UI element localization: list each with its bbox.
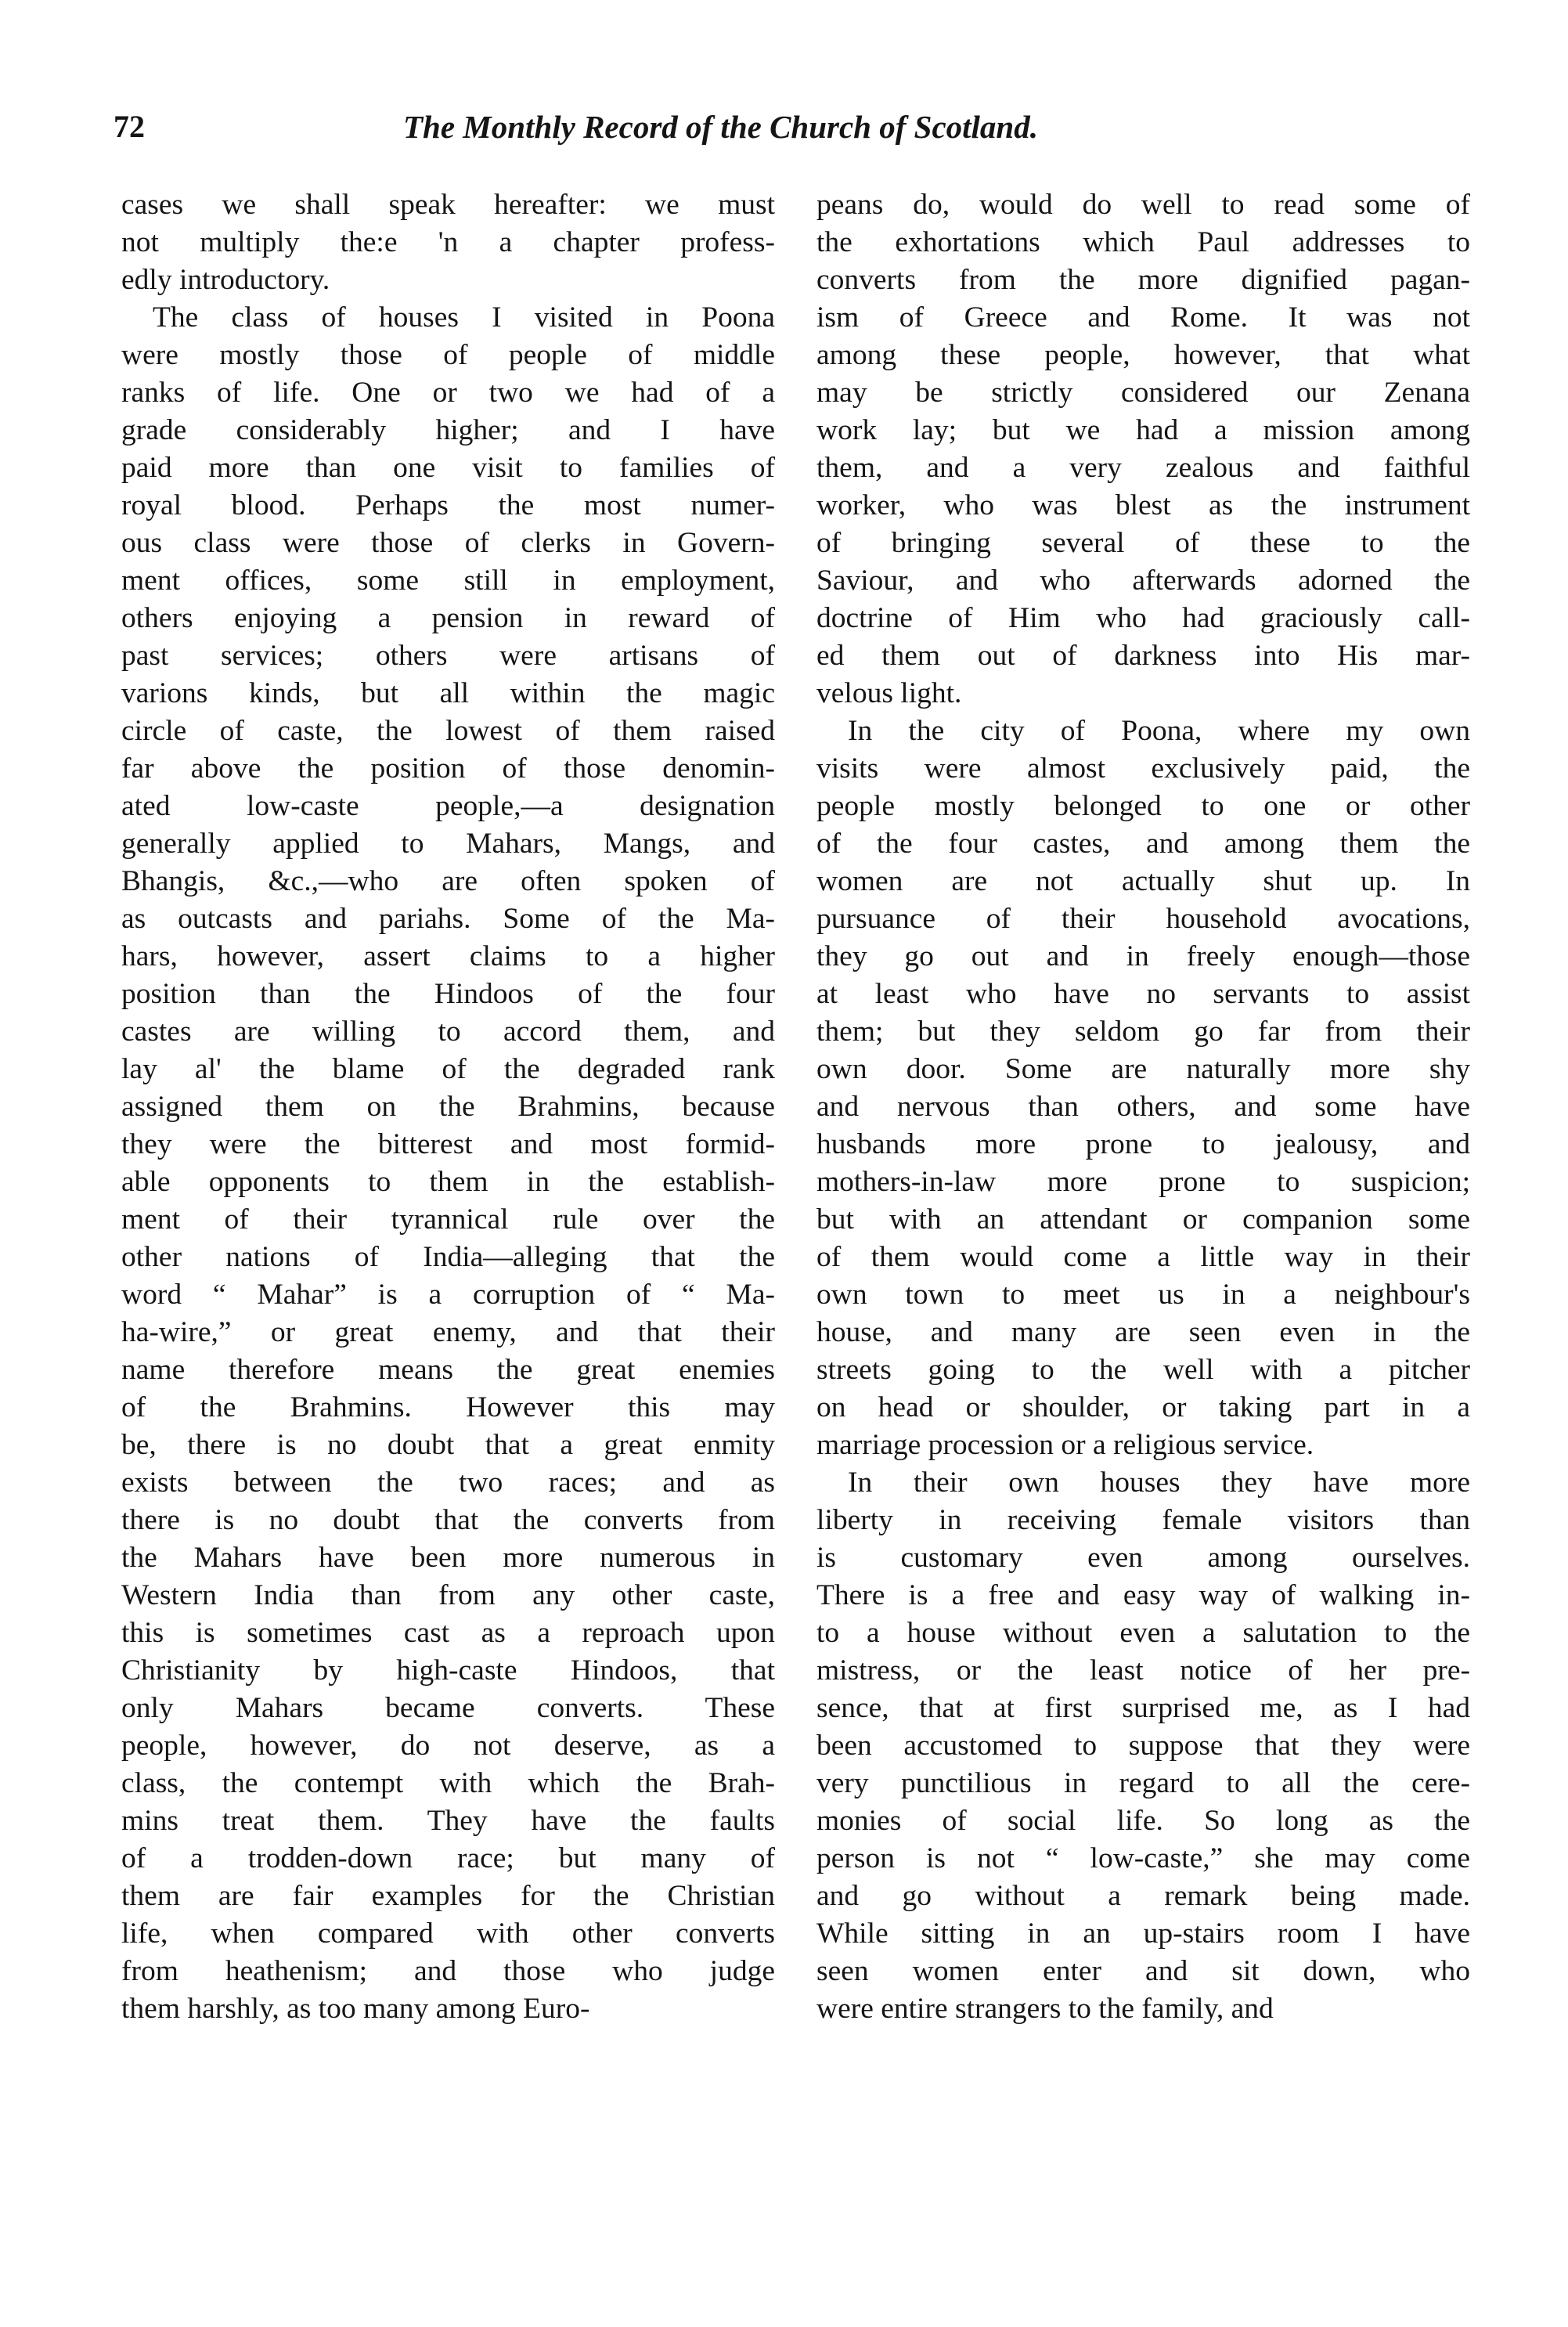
text-line: monies of social life. So long as the: [816, 1805, 1470, 1837]
text-line: paid more than one visit to families of: [121, 452, 775, 484]
text-line: worker, who was blest as the instrument: [816, 489, 1470, 521]
text-line: others enjoying a pension in reward of: [121, 602, 775, 634]
text-line: house, and many are seen even in the: [816, 1316, 1470, 1348]
text-line: doctrine of Him who had graciously call-: [816, 602, 1470, 634]
text-line: and nervous than others, and some have: [816, 1091, 1470, 1123]
text-line: to a house without even a salutation to the: [816, 1617, 1470, 1649]
text-line: exists between the two races; and as: [121, 1467, 775, 1499]
text-line: were entire strangers to the family, and: [816, 1993, 1274, 2025]
text-line: on head or shoulder, or taking part in a: [816, 1391, 1470, 1423]
text-line: position than the Hindoos of the four: [121, 978, 775, 1010]
text-line: of them would come a little way in their: [816, 1241, 1470, 1273]
text-line: of a trodden-down race; but many of: [121, 1842, 775, 1874]
text-line: castes are willing to accord them, and: [121, 1016, 775, 1048]
text-line: peans do, would do well to read some of: [816, 189, 1470, 221]
text-line: were mostly those of people of middle: [121, 339, 775, 371]
right-column: [816, 186, 1470, 2028]
text-line: as outcasts and pariahs. Some of the Ma-: [121, 903, 775, 935]
text-line: from heathenism; and those who judge: [121, 1955, 775, 1987]
text-line: ated low-caste people,—a designation: [121, 790, 775, 822]
text-line: Western India than from any other caste,: [121, 1579, 775, 1611]
text-line: ed them out of darkness into His mar-: [816, 640, 1470, 672]
paragraph: [816, 713, 1470, 1464]
text-line: lay al' the blame of the degraded rank: [121, 1053, 775, 1085]
text-line: edly introductory.: [121, 264, 330, 296]
text-line: person is not “ low-caste,” she may come: [816, 1842, 1470, 1874]
text-line: able opponents to them in the establish-: [121, 1166, 775, 1198]
text-line: be, there is no doubt that a great enmity: [121, 1429, 775, 1461]
text-line: generally applied to Mahars, Mangs, and: [121, 828, 775, 860]
page-number: 72: [114, 109, 145, 144]
text-line: of the Brahmins. However this may: [121, 1391, 775, 1423]
text-line: work lay; but we had a mission among: [816, 414, 1470, 446]
text-line: there is no doubt that the converts from: [121, 1504, 775, 1536]
text-line: In the city of Poona, where my own: [848, 715, 1470, 747]
text-line: Bhangis, &c.,—who are often spoken of: [121, 865, 775, 897]
text-line: is customary even among ourselves.: [816, 1542, 1470, 1574]
text-line: this is sometimes cast as a reproach upon: [121, 1617, 775, 1649]
text-line: among these people, however, that what: [816, 339, 1470, 371]
left-column: [121, 186, 775, 2028]
text-line: other nations of India—alleging that the: [121, 1241, 775, 1273]
text-line: word “ Mahar” is a corruption of “ Ma-: [121, 1279, 775, 1311]
text-line: ha-wire,” or great enemy, and that their: [121, 1316, 775, 1348]
text-line: the exhortations which Paul addresses to: [816, 226, 1470, 258]
text-line: life, when compared with other converts: [121, 1918, 775, 1950]
text-line: women are not actually shut up. In: [816, 865, 1470, 897]
text-line: ous class were those of clerks in Govern-: [121, 527, 775, 559]
text-line: marriage procession or a religious service.: [816, 1429, 1314, 1461]
text-line: they were the bitterest and most formid-: [121, 1128, 775, 1160]
text-line: past services; others were artisans of: [121, 640, 775, 672]
text-line: ment of their tyrannical rule over the: [121, 1203, 775, 1236]
text-line: husbands more prone to jealousy, and: [816, 1128, 1470, 1160]
text-line: streets going to the well with a pitcher: [816, 1354, 1470, 1386]
paragraph: [121, 186, 775, 299]
text-line: ism of Greece and Rome. It was not: [816, 301, 1470, 334]
page-header: [114, 108, 1491, 155]
running-title: The Monthly Record of the Church of Scotland.: [403, 109, 1038, 145]
text-line: only Mahars became converts. These: [121, 1692, 775, 1724]
text-line: circle of caste, the lowest of them raised: [121, 715, 775, 747]
text-line: liberty in receiving female visitors than: [816, 1504, 1470, 1536]
text-line: but with an attendant or companion some: [816, 1203, 1470, 1236]
text-line: Saviour, and who afterwards adorned the: [816, 565, 1470, 597]
text-line: at least who have no servants to assist: [816, 978, 1470, 1010]
text-line: them, and a very zealous and faithful: [816, 452, 1470, 484]
text-line: of bringing several of these to the: [816, 527, 1470, 559]
text-line: seen women enter and sit down, who: [816, 1955, 1470, 1987]
text-line: people mostly belonged to one or other: [816, 790, 1470, 822]
text-line: Christianity by high-caste Hindoos, that: [121, 1654, 775, 1687]
text-line: grade considerably higher; and I have: [121, 414, 775, 446]
text-line: cases we shall speak hereafter: we must: [121, 189, 775, 221]
text-line: ranks of life. One or two we had of a: [121, 377, 775, 409]
text-line: There is a free and easy way of walking in-: [816, 1579, 1470, 1611]
text-line: they go out and in freely enough—those: [816, 940, 1470, 972]
text-line: pursuance of their household avocations,: [816, 903, 1470, 935]
text-line: not multiply the:e 'n a chapter profess-: [121, 226, 775, 258]
text-line: them; but they seldom go far from their: [816, 1016, 1470, 1048]
text-line: name therefore means the great enemies: [121, 1354, 775, 1386]
text-line: In their own houses they have more: [848, 1467, 1470, 1499]
text-line: converts from the more dignified pagan-: [816, 264, 1470, 296]
text-line: velous light.: [816, 677, 962, 709]
text-line: royal blood. Perhaps the most numer-: [121, 489, 775, 521]
text-line: of the four castes, and among them the: [816, 828, 1470, 860]
text-line: may be strictly considered our Zenana: [816, 377, 1470, 409]
text-line: The class of houses I visited in Poona: [153, 301, 775, 334]
text-line: the Mahars have been more numerous in: [121, 1542, 775, 1574]
text-line: varions kinds, but all within the magic: [121, 677, 775, 709]
text-line: and go without a remark being made.: [816, 1880, 1470, 1912]
text-line: been accustomed to suppose that they were: [816, 1730, 1470, 1762]
text-line: mistress, or the least notice of her pre-: [816, 1654, 1470, 1687]
text-line: people, however, do not deserve, as a: [121, 1730, 775, 1762]
text-line: visits were almost exclusively paid, the: [816, 752, 1470, 785]
text-line: them are fair examples for the Christian: [121, 1880, 775, 1912]
paragraph: [121, 299, 775, 2028]
paragraph: [816, 186, 1470, 713]
text-line: them harshly, as too many among Euro-: [121, 1993, 590, 2025]
text-line: own town to meet us in a neighbour's: [816, 1279, 1470, 1311]
text-line: hars, however, assert claims to a higher: [121, 940, 775, 972]
text-line: class, the contempt with which the Brah-: [121, 1767, 775, 1799]
text-line: very punctilious in regard to all the cere-: [816, 1767, 1470, 1799]
text-line: assigned them on the Brahmins, because: [121, 1091, 775, 1123]
text-line: sence, that at first surprised me, as I had: [816, 1692, 1470, 1724]
text-line: own door. Some are naturally more shy: [816, 1053, 1470, 1085]
paragraph: [816, 1464, 1470, 2028]
text-line: While sitting in an up-stairs room I have: [816, 1918, 1470, 1950]
text-line: mins treat them. They have the faults: [121, 1805, 775, 1837]
text-line: ment offices, some still in employment,: [121, 565, 775, 597]
text-line: far above the position of those denomin-: [121, 752, 775, 785]
text-line: mothers-in-law more prone to suspicion;: [816, 1166, 1470, 1198]
